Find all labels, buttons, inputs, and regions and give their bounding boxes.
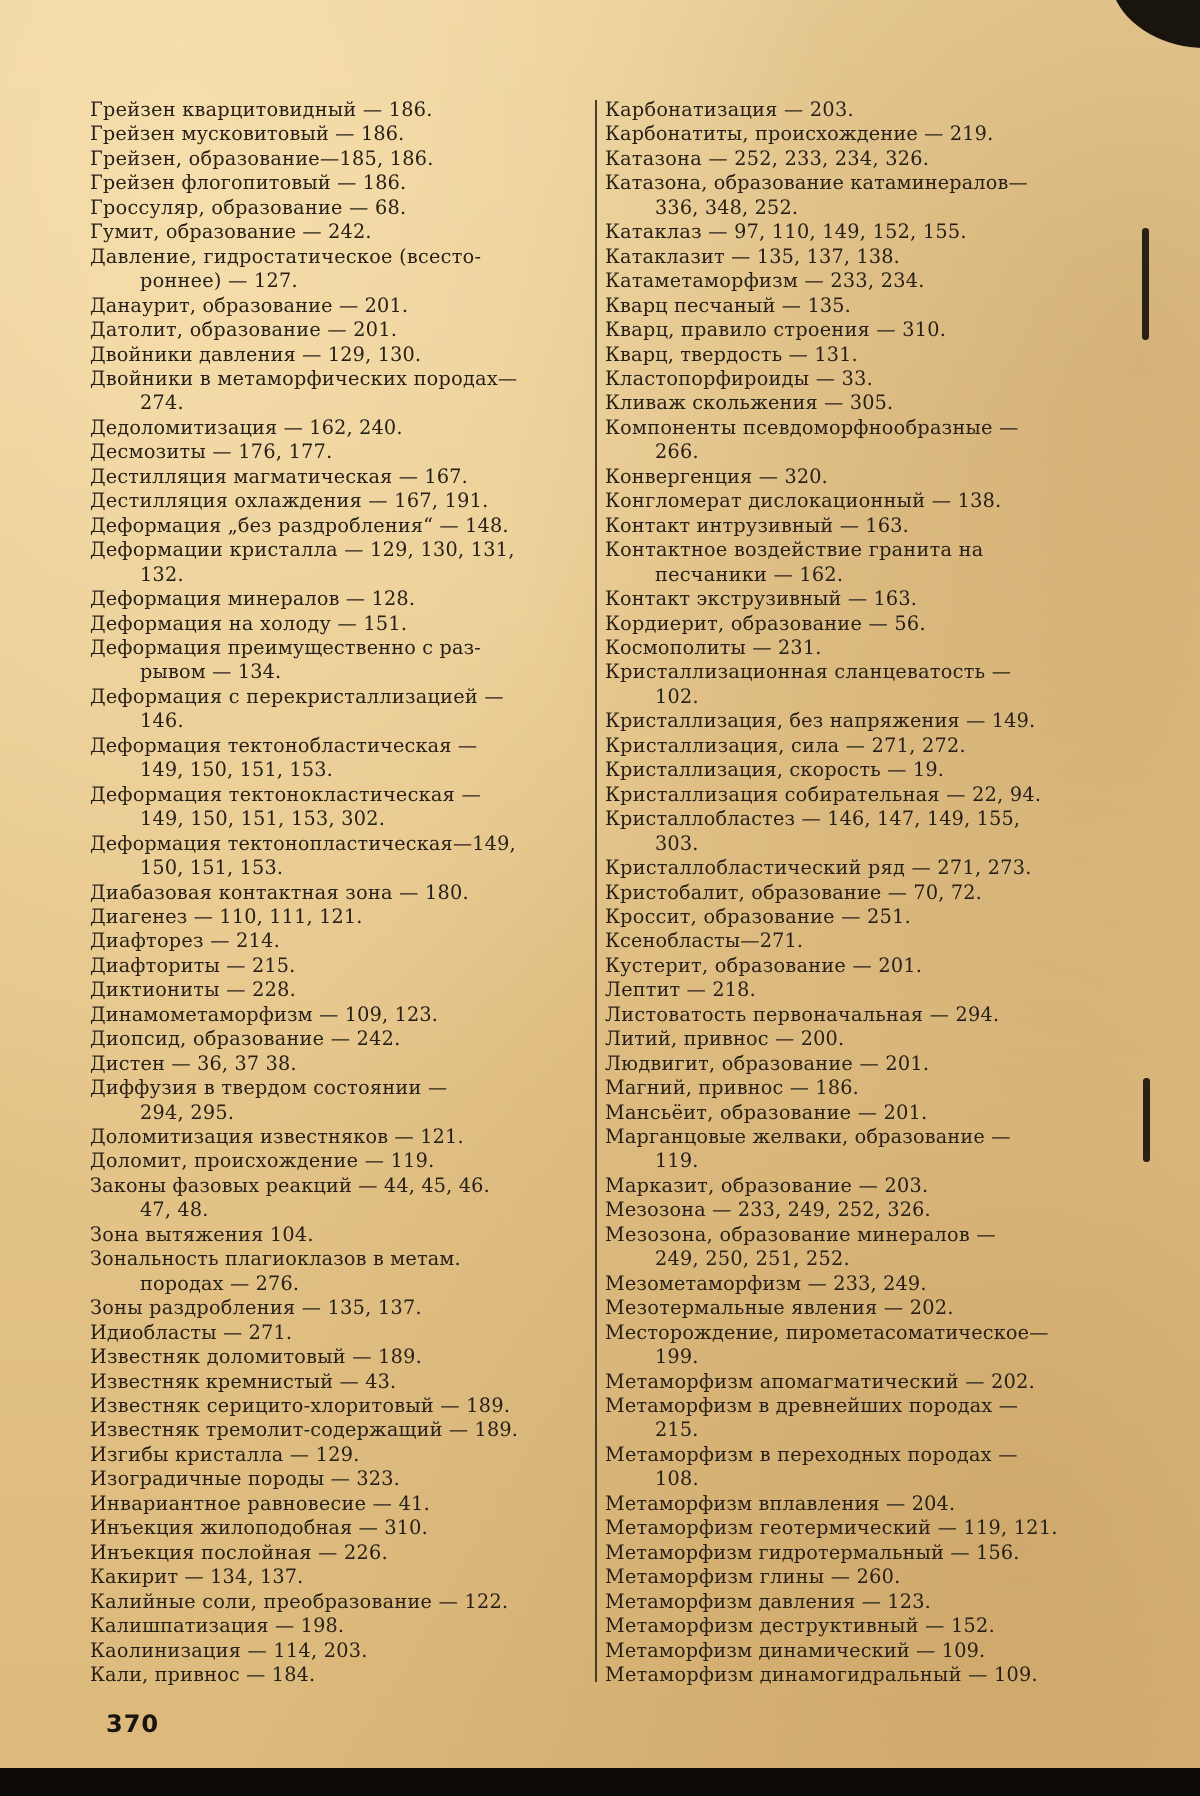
index-entry xyxy=(90,171,577,195)
index-entry-continuation: 119. xyxy=(655,1149,699,1173)
index-entry-continuation: 146. xyxy=(140,709,184,733)
index-entry xyxy=(605,1027,1092,1051)
index-column-right xyxy=(605,98,1092,1687)
index-entry-text: Данаурит, образование — 201. xyxy=(90,293,409,317)
index-entry xyxy=(90,1418,577,1442)
index-entry xyxy=(605,1663,1092,1687)
index-entry-text: Космополиты — 231. xyxy=(605,635,822,659)
index-entry xyxy=(605,660,1092,709)
index-entry xyxy=(90,905,577,929)
index-entry-text: Известняк серицито-хлоритовый — 189. xyxy=(90,1394,511,1418)
index-entry-text: Диффузия в твердом состоянии — xyxy=(90,1076,448,1100)
index-entry xyxy=(605,391,1092,415)
index-entry-text: Давление, гидростатическое (всесто- xyxy=(90,244,482,268)
index-entry-text: Инвариантное равновесие — 41. xyxy=(90,1491,430,1515)
index-entry-text: Марганцовые желваки, образование — xyxy=(605,1125,1011,1149)
index-entry xyxy=(90,1565,577,1589)
index-entry xyxy=(90,1443,577,1467)
index-entry-continuation: 102. xyxy=(655,684,699,708)
index-entry-text: Инъекция послойная — 226. xyxy=(90,1540,388,1564)
index-entry xyxy=(90,465,577,489)
index-entry-text: Кварц, правило строения — 310. xyxy=(605,318,947,342)
index-entry xyxy=(605,1198,1092,1222)
index-entry xyxy=(605,1223,1092,1272)
index-entry xyxy=(90,734,577,783)
index-entry-text: Зональность плагиоклазов в метам. xyxy=(90,1247,461,1271)
index-entry xyxy=(605,856,1092,880)
index-entry xyxy=(605,881,1092,905)
ink-smudge-top xyxy=(1142,228,1149,340)
index-entry-text: Грейзен, образование—185, 186. xyxy=(90,146,434,170)
index-entry xyxy=(605,367,1092,391)
index-entry-text: Мезозона, образование минералов — xyxy=(605,1222,996,1246)
index-entry xyxy=(90,416,577,440)
index-entry-continuation: породах — 276. xyxy=(140,1271,300,1295)
index-entry xyxy=(605,318,1092,342)
index-entry-text: Изгибы кристалла — 129. xyxy=(90,1442,360,1466)
index-entry-text: Контакт интрузивный — 163. xyxy=(605,513,909,537)
index-entry-text: Кристаллобластез — 146, 147, 149, 155, xyxy=(605,807,1021,831)
index-entry-text: Карбонатизация — 203. xyxy=(605,98,854,121)
index-entry-text: Метаморфизм давления — 123. xyxy=(605,1589,931,1613)
index-entry-text: Катаклазит — 135, 137, 138. xyxy=(605,244,900,268)
index-entry-text: Кордиерит, образование — 56. xyxy=(605,611,926,635)
index-entry-text: Контактное воздействие гранита на xyxy=(605,538,984,562)
index-entry xyxy=(90,1614,577,1638)
index-entry xyxy=(90,294,577,318)
index-entry xyxy=(605,171,1092,220)
index-entry xyxy=(605,1492,1092,1516)
index-entry xyxy=(605,269,1092,293)
index-entry-text: Метаморфизм в переходных породах — xyxy=(605,1442,1018,1466)
index-entry xyxy=(90,1321,577,1345)
index-entry-text: Карбонатиты, происхождение — 219. xyxy=(605,122,994,146)
index-entry-text: Деформация с перекристаллизацией — xyxy=(90,684,504,708)
index-entry xyxy=(90,1027,577,1051)
index-entry-continuation: 149, 150, 151, 153. xyxy=(140,758,333,782)
index-entry-text: Метаморфизм геотермический — 119, 121. xyxy=(605,1516,1058,1540)
index-entry xyxy=(605,758,1092,782)
index-entry-text: Кливаж скольжения — 305. xyxy=(605,391,894,415)
index-entry xyxy=(90,1149,577,1173)
index-entry-continuation: 274. xyxy=(140,391,184,415)
index-entry-text: Гумит, образование — 242. xyxy=(90,220,372,244)
index-entry-text: Каолинизация — 114, 203. xyxy=(90,1638,368,1662)
index-entry-text: Известняк тремолит-содержащий — 189. xyxy=(90,1418,519,1442)
index-entry xyxy=(605,1590,1092,1614)
index-entry xyxy=(605,245,1092,269)
index-entry-text: Людвигит, образование — 201. xyxy=(605,1051,930,1075)
index-entry xyxy=(605,1272,1092,1296)
index-entry-text: Калийные соли, преобразование — 122. xyxy=(90,1589,509,1613)
index-entry xyxy=(605,734,1092,758)
ink-smudge-bottom xyxy=(1143,1078,1150,1162)
index-entry xyxy=(605,416,1092,465)
index-entry-continuation: роннее) — 127. xyxy=(140,269,298,293)
index-entry-text: Деформации кристалла — 129, 130, 131, xyxy=(90,538,515,562)
index-entry-text: Десмозиты — 176, 177. xyxy=(90,440,333,464)
index-entry xyxy=(90,685,577,734)
index-entry xyxy=(605,98,1092,122)
index-entry-continuation: 266. xyxy=(655,440,699,464)
index-entry xyxy=(90,147,577,171)
index-entry xyxy=(605,1076,1092,1100)
index-entry xyxy=(605,612,1092,636)
index-entry xyxy=(605,807,1092,856)
index-entry xyxy=(90,1076,577,1125)
index-entry-text: Грейзен кварцитовидный — 186. xyxy=(90,98,433,121)
index-entry-continuation: 149, 150, 151, 153, 302. xyxy=(140,807,386,831)
index-entry-text: Кластопорфироиды — 33. xyxy=(605,366,874,390)
index-entry-text: Дестилляция магматическая — 167. xyxy=(90,464,468,488)
index-entry xyxy=(90,1125,577,1149)
index-entry-text: Известняк кремнистый — 43. xyxy=(90,1369,397,1393)
index-entry-text: Кварц песчаный — 135. xyxy=(605,293,851,317)
index-entry xyxy=(90,954,577,978)
index-entry-text: Компоненты псевдоморфнообразные — xyxy=(605,415,1019,439)
index-entry-text: Датолит, образование — 201. xyxy=(90,318,398,342)
index-entry-text: Диопсид, образование — 242. xyxy=(90,1027,401,1051)
index-entry-text: Метаморфизм глины — 260. xyxy=(605,1565,901,1589)
index-entry xyxy=(90,367,577,416)
index-entry-continuation: 108. xyxy=(655,1467,699,1491)
index-entry xyxy=(605,587,1092,611)
index-entry xyxy=(605,514,1092,538)
index-entry-text: Метаморфизм апомагматический — 202. xyxy=(605,1369,1036,1393)
index-entry xyxy=(90,514,577,538)
index-entry-text: Метаморфизм вплавления — 204. xyxy=(605,1491,956,1515)
index-entry xyxy=(90,1174,577,1223)
index-entry-text: Кроссит, образование — 251. xyxy=(605,904,912,928)
index-entry-text: Кали, привнос — 184. xyxy=(90,1663,316,1686)
index-entry-text: Диафториты — 215. xyxy=(90,953,296,977)
index-entry-text: Дедоломитизация — 162, 240. xyxy=(90,415,403,439)
index-entry-text: Идиобласты — 271. xyxy=(90,1320,293,1344)
index-entry-text: Мезометаморфизм — 233, 249. xyxy=(605,1271,927,1295)
index-entry xyxy=(605,1125,1092,1174)
index-entry-continuation: 215. xyxy=(655,1418,699,1442)
index-entry-text: Мансьёит, образование — 201. xyxy=(605,1100,928,1124)
index-entry xyxy=(90,587,577,611)
index-entry-text: Кварц, твердость — 131. xyxy=(605,342,858,366)
index-entry-text: Инъекция жилоподобная — 310. xyxy=(90,1516,428,1540)
index-entry-text: Деформация минералов — 128. xyxy=(90,587,416,611)
index-entry xyxy=(90,538,577,587)
index-entry-text: Грейзен мусковитовый — 186. xyxy=(90,122,405,146)
index-entry xyxy=(90,612,577,636)
index-entry xyxy=(90,1541,577,1565)
index-entry-text: Деформация преимущественно с раз- xyxy=(90,635,481,659)
index-entry xyxy=(90,636,577,685)
index-entry xyxy=(90,1639,577,1663)
index-entry xyxy=(605,636,1092,660)
index-entry xyxy=(605,1052,1092,1076)
index-entry xyxy=(90,1394,577,1418)
index-entry xyxy=(605,954,1092,978)
index-entry-text: Диктиониты — 228. xyxy=(90,978,297,1002)
index-entry xyxy=(605,1443,1092,1492)
index-entry xyxy=(605,1370,1092,1394)
index-entry xyxy=(90,832,577,881)
index-entry-text: Мезозона — 233, 249, 252, 326. xyxy=(605,1198,931,1222)
index-entry xyxy=(90,1345,577,1369)
index-entry xyxy=(90,1516,577,1540)
index-entry-text: Калишпатизация — 198. xyxy=(90,1614,345,1638)
index-entry xyxy=(605,294,1092,318)
index-entry xyxy=(605,147,1092,171)
index-entry-continuation: 294, 295. xyxy=(140,1100,235,1124)
index-entry xyxy=(605,343,1092,367)
index-entry-text: Динамометаморфизм — 109, 123. xyxy=(90,1002,439,1026)
index-entry-text: Марказит, образование — 203. xyxy=(605,1173,929,1197)
index-entry-continuation: песчаники — 162. xyxy=(655,562,844,586)
index-entry-text: Диафторез — 214. xyxy=(90,929,281,953)
index-entry xyxy=(90,245,577,294)
index-entry-text: Деформация „без раздробления“ — 148. xyxy=(90,513,509,537)
index-entry-text: Катазона, образование катаминералов— xyxy=(605,171,1028,195)
index-entry xyxy=(90,1052,577,1076)
index-entry-text: Двойники давления — 129, 130. xyxy=(90,342,422,366)
index-entry-continuation: 47, 48. xyxy=(140,1198,209,1222)
page-corner-shadow xyxy=(1098,0,1200,66)
index-entry-text: Мезотермальные явления — 202. xyxy=(605,1296,954,1320)
index-entry xyxy=(605,1174,1092,1198)
index-entry xyxy=(90,489,577,513)
index-entry-text: Метаморфизм гидротермальный — 156. xyxy=(605,1540,1020,1564)
index-entry-text: Дистен — 36, 37 38. xyxy=(90,1051,297,1075)
index-entry-continuation: 336, 348, 252. xyxy=(655,195,799,219)
index-entry xyxy=(605,1516,1092,1540)
index-entry-text: Катазона — 252, 233, 234, 326. xyxy=(605,146,930,170)
index-entry xyxy=(90,1296,577,1320)
index-column-left xyxy=(90,98,577,1687)
index-entry-text: Метаморфизм динамический — 109. xyxy=(605,1638,986,1662)
index-entry-text: Доломитизация известняков — 121. xyxy=(90,1125,464,1149)
index-entry-text: Законы фазовых реакций — 44, 45, 46. xyxy=(90,1173,490,1197)
index-entry-text: Кристаллизационная сланцеватость — xyxy=(605,660,1012,684)
index-entry-text: Ксенобласты—271. xyxy=(605,929,804,953)
index-entry xyxy=(90,1467,577,1491)
index-entry-text: Лептит — 218. xyxy=(605,978,756,1002)
index-entry-text: Метаморфизм в древнейших породах — xyxy=(605,1394,1019,1418)
index-entry-continuation: 199. xyxy=(655,1345,699,1369)
index-entry xyxy=(90,220,577,244)
index-entry-text: Листоватость первоначальная — 294. xyxy=(605,1002,1000,1026)
index-entry-text: Магний, привнос — 186. xyxy=(605,1076,859,1100)
index-entry-text: Известняк доломитовый — 189. xyxy=(90,1345,423,1369)
index-entry xyxy=(90,978,577,1002)
index-entry-text: Месторождение, пирометасоматическое— xyxy=(605,1320,1049,1344)
index-entry-text: Дестилляция охлаждения — 167, 191. xyxy=(90,489,489,513)
index-entry xyxy=(605,220,1092,244)
index-entry-text: Гроссуляр, образование — 68. xyxy=(90,195,407,219)
index-entry-text: Грейзен флогопитовый — 186. xyxy=(90,171,407,195)
index-entry-text: Двойники в метаморфических породах— xyxy=(90,366,518,390)
index-entry xyxy=(90,1492,577,1516)
index-entry-text: Конгломерат дислокационный — 138. xyxy=(605,489,1002,513)
page-number: 370 xyxy=(106,1710,160,1738)
index-entry-text: Метаморфизм динамогидральный — 109. xyxy=(605,1663,1038,1686)
column-divider xyxy=(595,100,597,1682)
index-entry xyxy=(605,465,1092,489)
index-entry-text: Катаметаморфизм — 233, 234. xyxy=(605,269,925,293)
index-entry xyxy=(605,1003,1092,1027)
index-entry-text: Зона вытяжения 104. xyxy=(90,1222,314,1246)
index-entry xyxy=(90,1663,577,1687)
index-entry-text: Доломит, происхождение — 119. xyxy=(90,1149,435,1173)
index-entry xyxy=(605,1639,1092,1663)
index-entry xyxy=(605,783,1092,807)
index-entry-text: Деформация тектонокластическая — xyxy=(90,782,481,806)
index-entry-text: Кристаллизация собирательная — 22, 94. xyxy=(605,782,1042,806)
index-entry-text: Кристобалит, образование — 70, 72. xyxy=(605,880,982,904)
index-entry-continuation: 150, 151, 153. xyxy=(140,856,284,880)
index-entry xyxy=(605,538,1092,587)
index-entry-continuation: рывом — 134. xyxy=(140,660,282,684)
index-entry-text: Изоградичные породы — 323. xyxy=(90,1467,400,1491)
index-entry-continuation: 132. xyxy=(140,562,184,586)
index-entry-text: Деформация на холоду — 151. xyxy=(90,611,408,635)
index-entry-text: Диабазовая контактная зона — 180. xyxy=(90,880,469,904)
index-entry-text: Кристаллизация, сила — 271, 272. xyxy=(605,733,966,757)
scan-bottom-border xyxy=(0,1768,1200,1796)
index-entry-text: Контакт экструзивный — 163. xyxy=(605,587,918,611)
index-entry xyxy=(605,1614,1092,1638)
index-entry xyxy=(90,1370,577,1394)
index-entry xyxy=(605,1565,1092,1589)
index-entry xyxy=(90,1223,577,1247)
index-entry-text: Зоны раздробления — 135, 137. xyxy=(90,1296,422,1320)
index-entry-continuation: 303. xyxy=(655,831,699,855)
index-entry xyxy=(90,1003,577,1027)
index-entry xyxy=(90,1590,577,1614)
index-entry-continuation: 249, 250, 251, 252. xyxy=(655,1247,850,1271)
index-entry xyxy=(90,783,577,832)
index-entry xyxy=(605,1394,1092,1443)
index-entry-text: Какирит — 134, 137. xyxy=(90,1565,304,1589)
index-entry xyxy=(90,929,577,953)
index-entry xyxy=(605,489,1092,513)
index-entry xyxy=(605,1541,1092,1565)
index-entry-text: Конвергенция — 320. xyxy=(605,464,828,488)
index-entry xyxy=(90,1247,577,1296)
index-entry xyxy=(90,343,577,367)
index-entry xyxy=(90,881,577,905)
index-entry xyxy=(90,318,577,342)
index-entry xyxy=(605,929,1092,953)
index-entry xyxy=(605,905,1092,929)
index-entry-text: Кустерит, образование — 201. xyxy=(605,953,923,977)
index-entry xyxy=(605,978,1092,1002)
index-entry-text: Деформация тектонобластическая — xyxy=(90,733,478,757)
index-entry xyxy=(605,122,1092,146)
index-entry xyxy=(605,1296,1092,1320)
index-entry xyxy=(90,122,577,146)
index-entry-text: Кристаллизация, без напряжения — 149. xyxy=(605,709,1036,733)
index-entry-text: Литий, привнос — 200. xyxy=(605,1027,845,1051)
index-entry xyxy=(90,440,577,464)
index-entry-text: Кристаллизация, скорость — 19. xyxy=(605,758,945,782)
index-entry-text: Диагенез — 110, 111, 121. xyxy=(90,904,363,928)
index-entry-text: Кристаллобластический ряд — 271, 273. xyxy=(605,856,1032,880)
index-entry xyxy=(90,196,577,220)
index-entry xyxy=(90,98,577,122)
index-entry-text: Деформация тектонопластическая—149, xyxy=(90,831,516,855)
index-entry-text: Катаклаз — 97, 110, 149, 152, 155. xyxy=(605,220,967,244)
index-entry-text: Метаморфизм деструктивный — 152. xyxy=(605,1614,995,1638)
index-entry xyxy=(605,1321,1092,1370)
index-entry xyxy=(605,709,1092,733)
index-entry xyxy=(605,1101,1092,1125)
